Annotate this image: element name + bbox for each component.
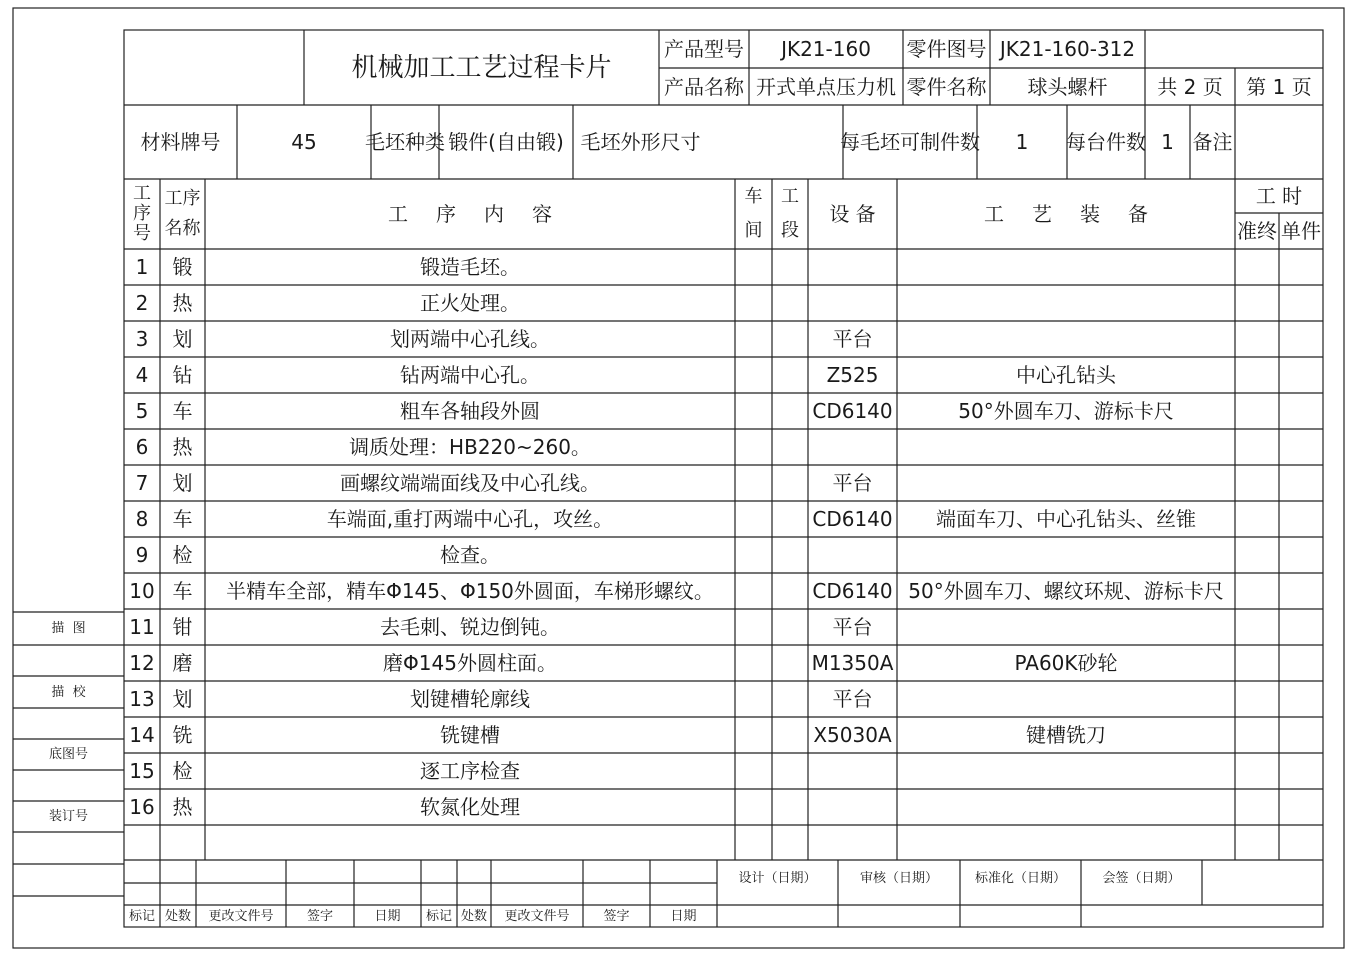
op-equipment: CD6140 [812,399,893,423]
blank-size-label: 毛坯外形尺寸 [580,130,701,154]
op-tooling [897,681,1235,717]
op-name: 铣 [172,723,193,747]
op-no: 4 [135,363,149,387]
per-unit-label: 每台件数 [1066,130,1146,154]
op-name: 热 [172,291,193,315]
footer-mark-2: 标记 [425,908,452,924]
op-equipment: CD6140 [812,579,893,603]
op-tooling [897,465,1235,501]
op-name: 检 [172,543,193,567]
material-grade: 45 [291,130,317,154]
op-name: 划 [172,327,193,351]
col-section-2: 段 [781,220,799,241]
footer-sign-2: 签字 [603,908,630,924]
page-number: 第 1 页 [1246,74,1312,99]
card-title: 机械加工工艺过程卡片 [351,52,612,83]
material-grade-label: 材料牌号 [140,130,221,154]
op-equipment: Z525 [826,363,879,387]
op-tooling: 中心孔钻头 [1016,363,1116,387]
op-equipment: 平台 [832,615,873,639]
op-content: 正火处理。 [420,291,520,315]
col-op-name-2: 名称 [164,218,201,239]
col-op-no-2: 序 [133,203,151,224]
op-name: 热 [172,435,193,459]
op-tooling [897,789,1235,825]
col-op-no-1: 工 [133,183,151,204]
col-time-prep: 准终 [1237,219,1277,243]
op-name: 检 [172,759,193,783]
op-no: 9 [135,543,149,567]
side-binding-no: 装订号 [48,809,88,824]
side-trace: 描 图 [51,621,86,636]
op-content: 半精车全部，精车Φ145、Φ150外圆面，车梯形螺纹。 [226,579,714,603]
footer-date-2: 日期 [670,908,697,924]
op-name: 划 [172,471,193,495]
col-tooling: 工艺装备 [984,202,1176,226]
footer-change-doc-1: 更改文件号 [208,908,274,924]
op-no: 10 [129,579,155,603]
op-equipment [808,249,897,285]
op-no: 6 [135,435,149,459]
op-no: 3 [135,327,149,351]
op-equipment [808,429,897,465]
col-workshop-1: 车 [744,186,763,207]
op-equipment [808,753,897,789]
op-tooling [897,285,1235,321]
op-no: 8 [135,507,149,531]
op-no: 16 [129,795,155,819]
op-content: 画螺纹端端面线及中心孔线。 [340,471,600,495]
part-name: 球头螺杆 [1027,74,1108,99]
op-content: 逐工序检查 [420,759,520,783]
footer-review: 审核（日期） [859,870,938,886]
blank-size [708,105,843,179]
op-equipment [808,789,897,825]
col-workshop-2: 间 [744,220,763,241]
op-name: 车 [172,507,193,531]
op-no: 15 [129,759,155,783]
op-equipment: CD6140 [812,507,893,531]
col-workshop [735,179,772,249]
col-section [772,179,808,249]
op-content: 粗车各轴段外圆 [400,399,540,423]
op-no: 13 [129,687,155,711]
op-name: 车 [172,579,193,603]
product-name-label: 产品名称 [664,74,744,99]
op-content: 划键槽轮廓线 [410,687,530,711]
footer-mark-1: 标记 [128,908,155,924]
op-tooling [897,429,1235,465]
op-name: 钳 [172,615,193,639]
op-tooling [897,753,1235,789]
op-tooling [897,321,1235,357]
col-op-name-1: 工序 [164,188,201,209]
op-content: 钻两端中心孔。 [400,363,540,387]
op-content: 车端面,重打两端中心孔，攻丝。 [326,507,614,531]
op-content: 铣键槽 [440,723,500,747]
blank-type-label: 毛坯种类 [365,130,445,154]
col-time: 工 时 [1255,184,1303,208]
op-tooling: 键槽铣刀 [1026,723,1106,747]
footer-sign-1: 签字 [306,908,333,924]
op-content: 调质处理：HB220~260。 [349,435,591,459]
part-drawing-label: 零件图号 [906,37,987,61]
footer-date-1: 日期 [374,908,401,924]
side-trace-check: 描 校 [51,684,86,700]
footer-standardization: 标准化（日期） [974,870,1066,886]
op-name: 车 [172,399,193,423]
op-no: 14 [129,723,155,747]
op-tooling: 50°外圆车刀、螺纹环规、游标卡尺 [908,579,1224,603]
product-model: JK21-160 [781,37,871,61]
col-time-unit: 单件 [1281,219,1321,243]
product-model-label: 产品型号 [664,37,744,61]
footer-countersign: 会签（日期） [1102,870,1181,886]
op-no: 12 [129,651,155,675]
side-base-drawing: 底图号 [48,747,88,762]
per-blank: 1 [1015,130,1029,154]
footer-count-2: 处数 [460,908,487,924]
remark [1235,105,1323,179]
op-no: 7 [135,471,149,495]
op-tooling [897,609,1235,645]
remark-label: 备注 [1192,130,1233,154]
op-name: 磨 [172,651,193,675]
footer-change-doc-2: 更改文件号 [504,908,570,924]
col-content: 工序内容 [388,202,580,226]
op-equipment: 平台 [832,471,873,495]
op-content: 检查。 [440,543,500,567]
footer-count-1: 处数 [164,908,191,924]
op-equipment: 平台 [832,327,873,351]
col-op-name [160,179,205,249]
op-no: 2 [135,291,149,315]
part-drawing-no: JK21-160-312 [999,37,1136,61]
op-content: 锻造毛坯。 [420,255,520,279]
op-equipment [808,285,897,321]
col-op-no [124,179,160,249]
op-name: 钻 [172,363,193,387]
op-content: 去毛刺、锐边倒钝。 [380,615,560,639]
total-pages: 共 2 页 [1157,74,1223,99]
op-tooling: 50°外圆车刀、游标卡尺 [958,399,1174,423]
op-name: 划 [172,687,193,711]
footer-design: 设计（日期） [738,870,817,886]
op-name: 锻 [172,255,193,279]
part-name-label: 零件名称 [906,74,987,99]
op-content: 划两端中心孔线。 [390,327,550,351]
op-equipment: X5030A [813,723,892,747]
op-equipment: M1350A [811,651,894,675]
op-tooling: 端面车刀、中心孔钻头、丝锥 [936,507,1196,531]
op-no: 11 [129,615,155,639]
op-tooling [897,249,1235,285]
op-content: 磨Φ145外圆柱面。 [383,651,557,675]
product-name: 开式单点压力机 [756,74,896,99]
col-equipment: 设 备 [829,202,876,226]
op-tooling: PA60K砂轮 [1014,651,1118,675]
op-equipment [808,537,897,573]
op-tooling [897,537,1235,573]
op-no: 5 [135,399,149,423]
per-unit: 1 [1161,130,1174,154]
per-blank-label: 每毛坯可制件数 [840,130,980,154]
op-name: 热 [172,795,193,819]
col-op-no-3: 号 [133,223,151,244]
op-content: 软氮化处理 [420,795,520,819]
blank-type: 锻件(自由锻) [448,130,564,154]
col-section-1: 工 [781,186,799,207]
op-equipment: 平台 [832,687,873,711]
op-no: 1 [135,255,149,279]
